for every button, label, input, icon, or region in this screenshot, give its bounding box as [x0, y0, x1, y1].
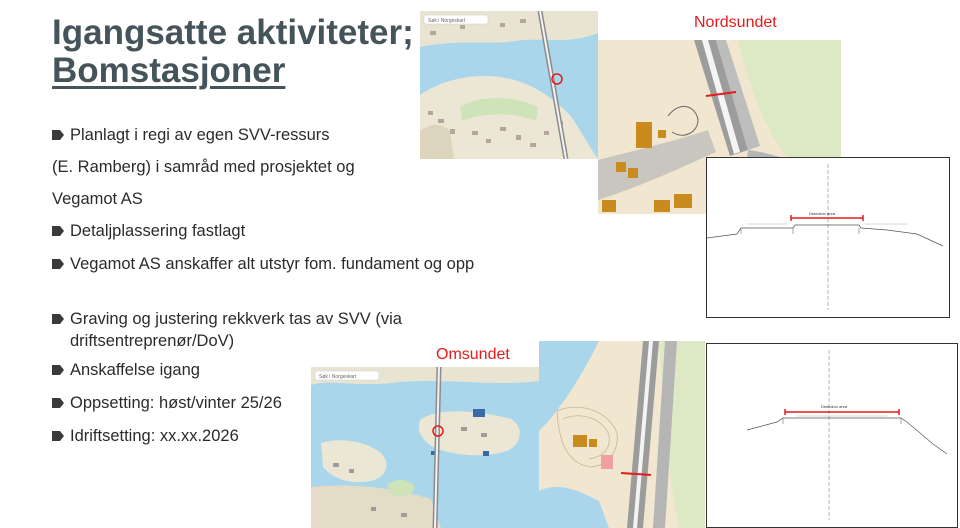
arrow-bullet-icon	[52, 130, 64, 140]
bullet-continuation: Vegamot AS	[52, 190, 143, 208]
detection-area-label: Detection area	[821, 404, 848, 409]
title-line-2: Bomstasjoner	[52, 51, 286, 90]
arrow-bullet-icon	[52, 365, 64, 375]
nordsundet-overview-map	[420, 11, 598, 159]
bullet-item: Idriftsetting: xx.xx.2026	[52, 425, 480, 447]
title-line-1: Igangsatte aktiviteter;	[52, 13, 414, 52]
arrow-bullet-icon	[52, 431, 64, 441]
arrow-bullet-icon	[52, 398, 64, 408]
detection-area-label: Detection area	[809, 211, 836, 216]
arrow-bullet-icon	[52, 226, 64, 236]
arrow-bullet-icon	[52, 314, 64, 324]
slide-title	[52, 14, 414, 90]
bullet-item: Planlagt i regi av egen SVV-ressurs	[52, 124, 480, 146]
map-search-text: Søk i Norgeskart	[319, 374, 357, 380]
omsundet-cross-section	[706, 343, 958, 528]
bullet-item: Anskaffelse igang	[52, 359, 480, 381]
bullet-item: Detaljplassering fastlagt	[52, 220, 480, 242]
map-search-text: Søk i Norgeskart	[428, 18, 466, 24]
bullet-item: Vegamot AS anskaffer alt utstyr fom. fundament og opp	[52, 253, 480, 275]
bullet-continuation: (E. Ramberg) i samråd med prosjektet og	[52, 158, 355, 176]
nordsundet-cross-section	[706, 157, 950, 318]
arrow-bullet-icon	[52, 259, 64, 269]
omsundet-label: Omsundet	[436, 346, 510, 363]
nordsundet-label: Nordsundet	[694, 14, 777, 31]
omsundet-overview-map	[311, 367, 539, 528]
bullet-item: Graving og justering rekkverk tas av SVV (via driftsentreprenør/DoV)	[52, 308, 480, 352]
omsundet-detail-map	[539, 341, 705, 528]
bullet-item: Oppsetting: høst/vinter 25/26	[52, 392, 480, 414]
